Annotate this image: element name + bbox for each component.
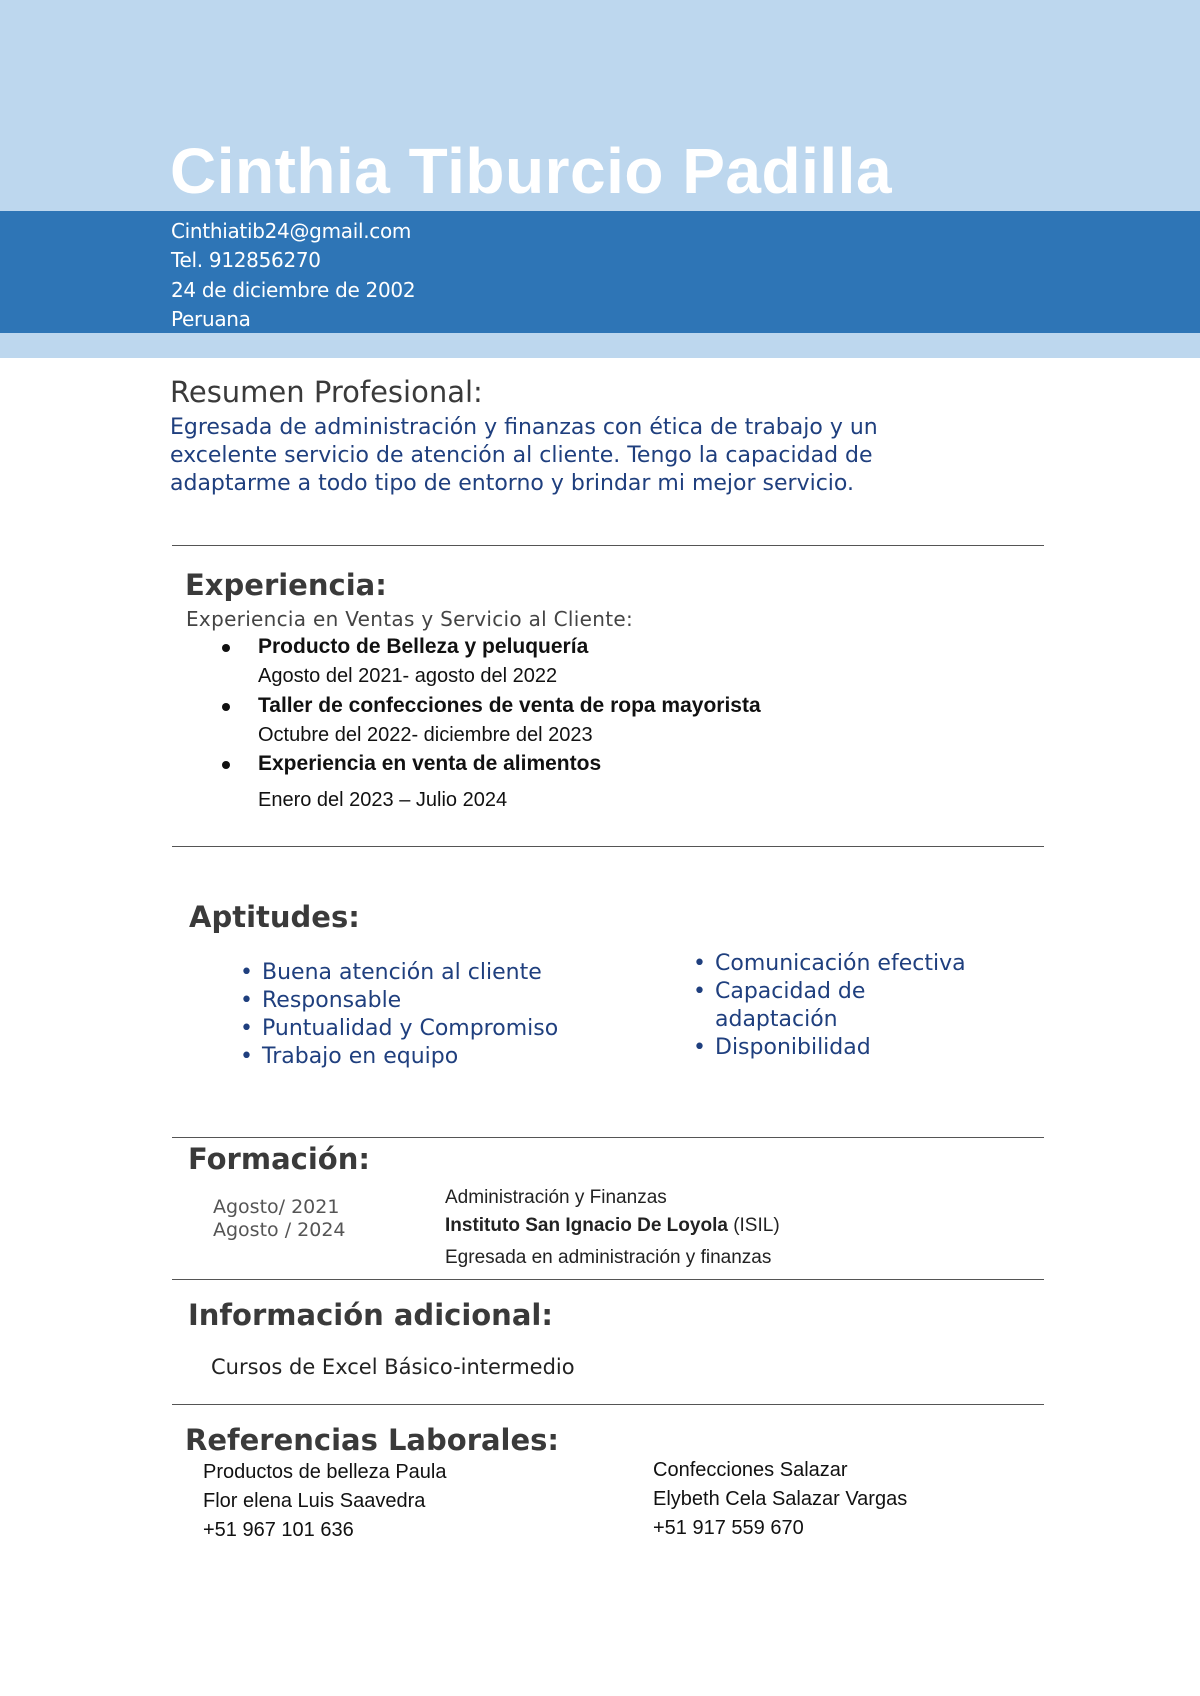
reference-phone: +51 917 559 670 (653, 1517, 804, 1539)
education-end-date: Agosto / 2024 (213, 1219, 346, 1241)
experience-item-dates: Octubre del 2022- diciembre del 2023 (258, 724, 593, 746)
experience-subtitle: Experiencia en Ventas y Servicio al Cliente: (186, 607, 633, 631)
contact-birthdate: 24 de diciembre de 2002 (171, 278, 416, 302)
reference-contact: Flor elena Luis Saavedra (203, 1490, 426, 1512)
reference-company: Productos de belleza Paula (203, 1461, 447, 1483)
skill-item: • Buena atención al cliente (240, 959, 640, 987)
summary-text: Egresada de administración y finanzas con ética de trabajo y un excelente servicio de atención al cliente. Tengo la capacidad de adaptarme a todo tipo de entorno y brindar mi mejor servicio. (170, 415, 878, 496)
bullet-icon (222, 644, 230, 652)
skill-item: • Disponibilidad (693, 1034, 993, 1062)
skill-item: • Capacidad de adaptación (693, 978, 993, 1034)
education-institution-line (445, 1215, 780, 1237)
skill-item: • Puntualidad y Compromiso (240, 1015, 640, 1043)
education-institution-abbr: (ISIL) (733, 1215, 780, 1236)
skill-item: • Responsable (240, 987, 640, 1015)
experience-item-dates: Agosto del 2021- agosto del 2022 (258, 665, 558, 687)
skill-item: • Comunicación efectiva (693, 950, 993, 978)
summary-heading: Resumen Profesional: (170, 375, 483, 409)
experience-item-title: Producto de Belleza y peluquería (258, 635, 589, 658)
education-institution: Instituto San Ignacio De Loyola (445, 1215, 728, 1236)
education-heading: Formación: (188, 1142, 370, 1176)
section-divider (172, 1279, 1044, 1280)
skills-heading: Aptitudes: (189, 900, 360, 934)
experience-item-dates: Enero del 2023 – Julio 2024 (258, 789, 508, 811)
reference-contact: Elybeth Cela Salazar Vargas (653, 1488, 908, 1510)
bullet-icon (222, 703, 230, 711)
section-divider (172, 1137, 1044, 1138)
education-program: Administración y Finanzas (445, 1187, 667, 1208)
experience-item-title: Experiencia en venta de alimentos (258, 752, 602, 775)
experience-heading: Experiencia: (185, 568, 387, 602)
skill-item: • Trabajo en equipo (240, 1043, 640, 1071)
additional-course: Cursos de Excel Básico-intermedio (211, 1355, 575, 1379)
education-start-date: Agosto/ 2021 (213, 1196, 340, 1218)
contact-nationality: Peruana (171, 307, 251, 331)
candidate-name: Cinthia Tiburcio Padilla (170, 135, 893, 207)
section-divider (172, 545, 1044, 546)
reference-company: Confecciones Salazar (653, 1459, 848, 1481)
bullet-icon (222, 761, 230, 769)
skills-list-right (693, 950, 993, 1062)
section-divider (172, 1404, 1044, 1405)
reference-phone: +51 967 101 636 (203, 1519, 354, 1541)
contact-email: Cinthiatib24@gmail.com (171, 219, 412, 243)
additional-heading: Información adicional: (188, 1298, 553, 1332)
experience-item-title: Taller de confecciones de venta de ropa mayorista (258, 694, 761, 717)
skills-list-left (240, 959, 640, 1071)
references-heading: Referencias Laborales: (185, 1423, 560, 1457)
education-status: Egresada en administración y finanzas (445, 1247, 772, 1268)
contact-phone: Tel. 912856270 (171, 248, 321, 272)
section-divider (172, 846, 1044, 847)
